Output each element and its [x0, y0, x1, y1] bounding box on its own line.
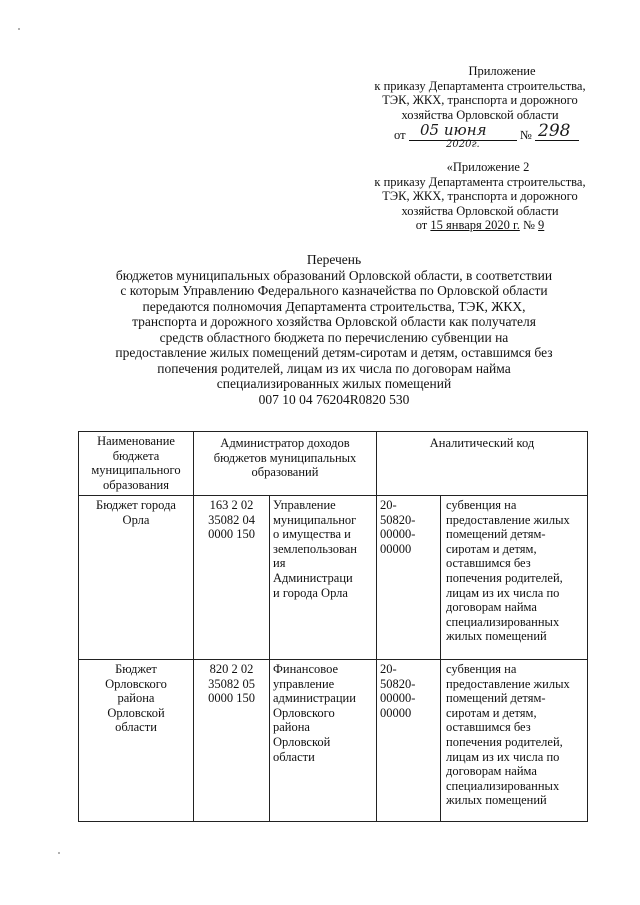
cell-text: Управление [273, 498, 336, 512]
header-text: образования [103, 477, 169, 492]
handwritten-number: 298 [538, 121, 571, 141]
cell-text: попечения родителей, [446, 570, 563, 585]
cell-text: 20- [380, 498, 397, 512]
cell-text: ия [273, 556, 286, 571]
cell-text: Орла [122, 512, 150, 527]
appendix-line: к приказу Департамента строительства, [374, 78, 586, 93]
cell-text: специализированных [446, 778, 560, 793]
cell-text: лицам из их числа по [446, 749, 560, 764]
appendix2-line: ТЭК, ЖКХ, транспорта и дорожного [382, 189, 578, 203]
title-line: бюджетов муниципальных образований Орловской области, в соответствии [115, 267, 553, 283]
cell-text: лицам из их числа по [446, 585, 560, 600]
cell-text: предоставление жилых [446, 676, 570, 691]
row2-description [446, 662, 587, 808]
table-row-divider [78, 495, 588, 496]
title-line: попечения родителей, лицам из их числа по договорам найма [157, 360, 511, 376]
title-line: предоставление жилых помещений детям-сиротам и детям, оставшимся без [115, 345, 553, 360]
cell-text: попечения родителей, [446, 734, 563, 749]
header-appendix-2 [330, 160, 630, 233]
cell-text: района [273, 720, 310, 735]
title-line: с которым Управлению Федерального казначейства по Орловской области [120, 283, 548, 298]
cell-text: и города Орла [273, 585, 348, 600]
row2-admin [273, 662, 375, 764]
cell-text: сиротам и детям, [446, 541, 537, 556]
row2-budget [79, 662, 193, 735]
cell-text: субвенция на [446, 498, 517, 512]
cell-text: 50820- [380, 676, 416, 691]
cell-text: 820 2 02 [209, 662, 254, 676]
row1-analytic-code [380, 498, 440, 556]
table-col-divider [440, 495, 441, 822]
title-budget-code: 007 10 04 76204R0820 530 [258, 391, 410, 407]
title-heading: Перечень [306, 252, 362, 267]
title-line: специализированных жилых помещений [216, 376, 452, 391]
cell-text: Орловской [107, 705, 165, 720]
scan-speck [18, 28, 20, 30]
header-text: Администратор доходов [220, 436, 350, 450]
table-col-divider [193, 431, 194, 822]
row1-code [194, 498, 269, 542]
appendix-title: Приложение [468, 64, 536, 78]
cell-text: 0000 150 [208, 527, 255, 542]
cell-text: сиротам и детям, [446, 705, 537, 720]
cell-text: 00000 [380, 705, 412, 720]
title-line: средств областного бюджета по перечислению субвенции на [159, 329, 509, 345]
cell-text: о имущества и [273, 527, 351, 542]
cell-text: жилых помещений [446, 629, 547, 644]
cell-text: жилых помещений [446, 793, 547, 808]
appendix2-line: хозяйства Орловской области [401, 203, 559, 218]
cell-text: оставшимся без [446, 720, 531, 735]
row1-description [446, 498, 587, 644]
cell-text: Орловского [273, 705, 335, 720]
cell-text: предоставление жилых [446, 512, 570, 527]
header-text: бюджетов муниципальных [213, 450, 357, 465]
header-text: Аналитический код [429, 436, 535, 450]
document-title [20, 252, 640, 407]
appendix2-date-row [330, 218, 630, 233]
cell-text: помещений детям- [446, 527, 546, 542]
date2: 15 января 2020 г. [430, 218, 520, 232]
cell-text: 35082 04 [208, 512, 255, 527]
cell-text: оставшимся без [446, 556, 531, 571]
appendix-line: хозяйства Орловской области [401, 107, 559, 122]
scan-speck [58, 852, 60, 854]
cell-text: договорам найма [446, 600, 537, 615]
cell-text: 163 2 02 [209, 498, 254, 512]
cell-text: района [117, 691, 155, 706]
cell-text: области [115, 720, 157, 735]
cell-text: Финансовое [273, 662, 339, 676]
cell-text: 0000 150 [208, 691, 255, 706]
cell-text: субвенция на [446, 662, 517, 676]
cell-text: специализированных [446, 614, 560, 629]
table-col-divider [269, 495, 270, 822]
header-admin [194, 436, 376, 480]
row2-code [194, 662, 269, 706]
cell-text: землепользован [273, 541, 357, 556]
cell-text: Орловского [105, 676, 167, 691]
row2-analytic-code [380, 662, 440, 720]
cell-text: 00000- [380, 691, 416, 706]
cell-text: Администраци [273, 570, 353, 585]
header-budget [79, 434, 193, 492]
number2: 9 [538, 218, 545, 232]
appendix2-title: «Приложение 2 [446, 160, 530, 174]
title-line: транспорта и дорожного хозяйства Орловской области как получателя [132, 314, 536, 329]
cell-text: Бюджет города [96, 498, 176, 512]
cell-text: муниципальног [273, 512, 357, 527]
cell-text: 00000 [380, 541, 412, 556]
handwritten-year: 2020г. [446, 139, 480, 150]
number2-prefix: № [522, 218, 535, 232]
date2-prefix: от [415, 218, 428, 232]
cell-text: 20- [380, 662, 397, 676]
number-prefix: № [519, 128, 532, 142]
date-prefix: от [394, 128, 406, 142]
header-text: Наименование [97, 434, 175, 448]
appendix-line: ТЭК, ЖКХ, транспорта и дорожного [382, 93, 578, 107]
row1-admin [273, 498, 375, 600]
table-col-divider [376, 431, 377, 822]
handwritten-date: 05 июня [420, 121, 487, 139]
cell-text: администрации [273, 691, 356, 706]
row1-budget [79, 498, 193, 527]
table-row-divider [78, 659, 588, 660]
cell-text: договорам найма [446, 764, 537, 779]
header-text: образований [251, 465, 319, 480]
cell-text: 50820- [380, 512, 416, 527]
cell-text: Орловской [273, 734, 331, 749]
appendix2-line: к приказу Департамента строительства, [374, 174, 586, 189]
header-appendix [330, 64, 630, 122]
header-analytic [377, 436, 587, 451]
header-text: муниципального [91, 463, 181, 478]
cell-text: области [273, 749, 315, 764]
cell-text: помещений детям- [446, 691, 546, 706]
cell-text: 00000- [380, 527, 416, 542]
cell-text: управление [273, 676, 335, 691]
cell-text: Бюджет [115, 662, 157, 676]
cell-text: 35082 05 [208, 676, 255, 691]
title-line: передаются полномочия Департамента строительства, ТЭК, ЖКХ, [142, 298, 526, 314]
header-text: бюджета [112, 448, 160, 463]
